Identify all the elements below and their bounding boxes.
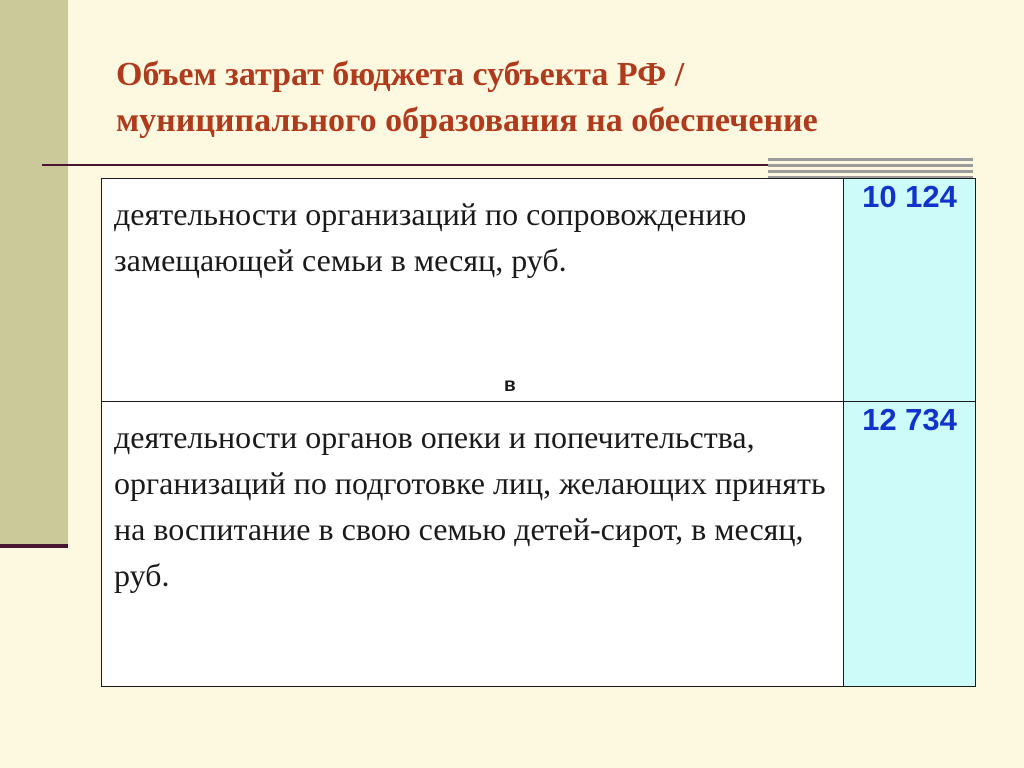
left-decorative-band xyxy=(0,0,68,545)
table-row xyxy=(102,402,976,687)
row-value: 12 734 xyxy=(862,402,957,437)
row-value: 10 124 xyxy=(862,179,957,214)
left-band-underline xyxy=(0,544,68,548)
decorative-stripes xyxy=(768,158,973,178)
row-description-cell xyxy=(102,402,844,687)
table-row xyxy=(102,179,976,402)
stray-letter: в xyxy=(504,375,516,396)
row-description: деятельности организаций по сопровождению замещающей семьи в месяц, руб. xyxy=(114,196,747,278)
row-value-cell xyxy=(844,402,976,687)
slide-title xyxy=(116,52,996,144)
title-line-2: муниципального образования на обеспечение xyxy=(116,102,818,139)
row-description: деятельности органов опеки и попечительства, организаций по подготовке лиц, желающих принять на воспитание в свою семью детей-сирот, в месяц, руб. xyxy=(114,419,826,593)
title-line-1: Объем затрат бюджета субъекта РФ / xyxy=(116,56,685,93)
cost-table xyxy=(101,178,976,687)
row-value-cell xyxy=(844,179,976,402)
row-description-cell xyxy=(102,179,844,402)
